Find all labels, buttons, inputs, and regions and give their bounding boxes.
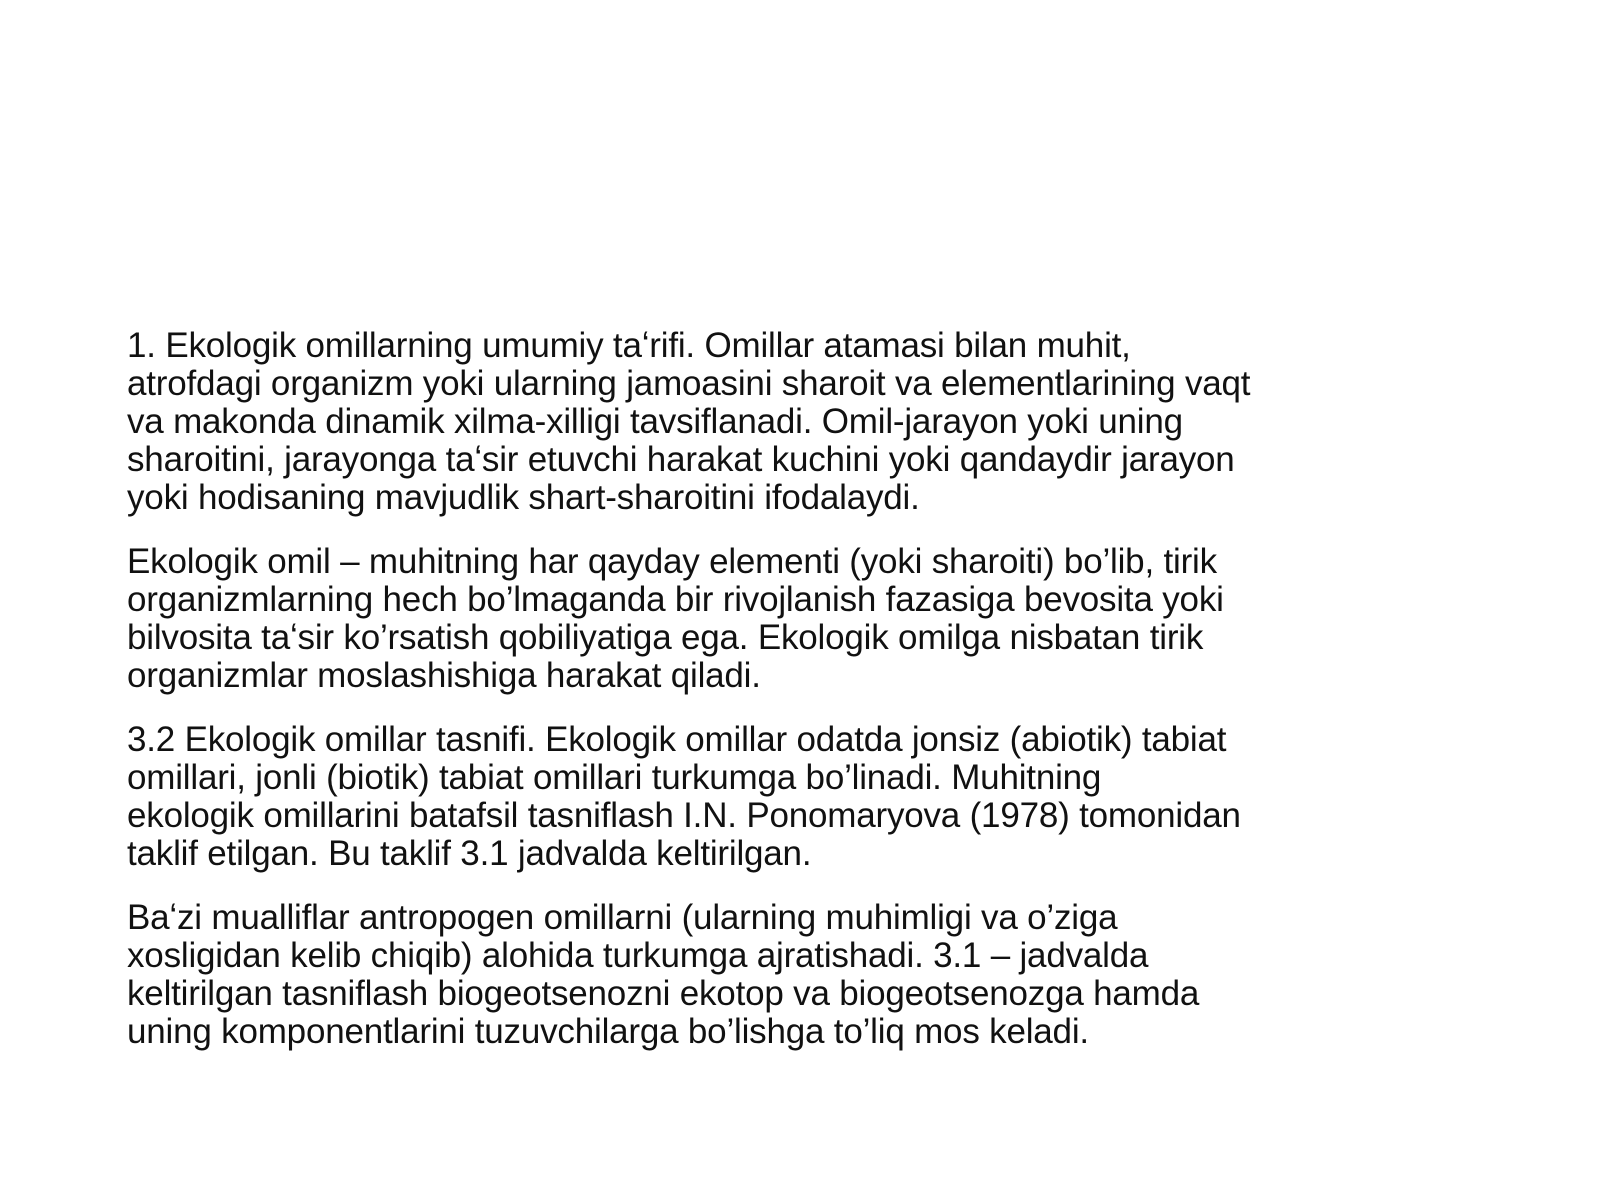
slide-body (127, 327, 1487, 1077)
paragraph-ecological-factor: Ekologik omil – muhitning har qayday elementi (yoki sharoiti) bo’lib, tirik organizmlarning hech bo’lmaganda bir rivojlanish fazasiga bevosita yoki bilvosita taʻsir ko’rsatish qobiliyatiga ega. Ekologik omilga nisbatan tirik organizmlar moslashishiga harakat qiladi. (127, 542, 1224, 695)
paragraph-anthropogenic-factors: Baʻzi mualliflar antropogen omillarni (ularning muhimligi va o’ziga xosligidan kelib chiqib) alohida turkumga ajratishadi. 3.1 – jadvalda keltirilgan tasniflash biogeotsenozni ekotop va biogeotsenozga hamda uning komponentlarini tuzuvchilarga bo’lishga to’liq mos keladi. (127, 898, 1200, 1051)
paragraph-classification: 3.2 Ekologik omillar tasnifi. Ekologik omillar odatda jonsiz (abiotik) tabiat omillari, jonli (biotik) tabiat omillari turkumga bo’linadi. Muhitning ekologik omillarini batafsil tasniflash I.N. Ponomaryova (1978) tomonidan taklif etilgan. Bu taklif 3.1 jadvalda keltirilgan. (127, 720, 1241, 873)
paragraph-ecological-factors-definition: 1. Ekologik omillarning umumiy taʻrifi. Omillar atamasi bilan muhit, atrofdagi organizm yoki ularning jamoasini sharoit va elementlarining vaqt va makonda dinamik xilma-xilligi tavsiflanadi. Omil-jarayon yoki uning sharoitini, jarayonga taʻsir etuvchi harakat kuchini yoki qandaydir jarayon yoki hodisaning mavjudlik shart-sharoitini ifodalaydi. (127, 326, 1251, 517)
